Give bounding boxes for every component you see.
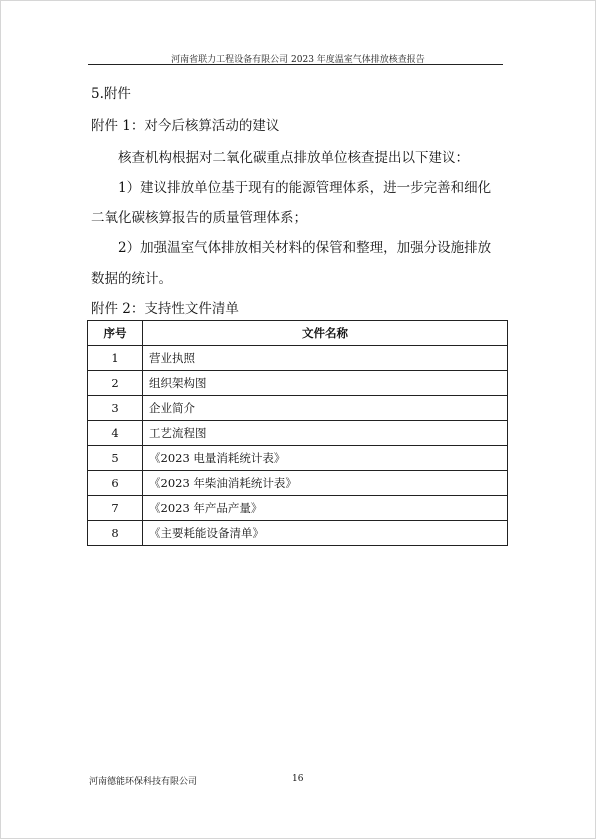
table-row: [88, 396, 508, 421]
row-file-name: 工艺流程图: [143, 421, 508, 446]
row-number: 3: [88, 396, 143, 421]
row-number: 8: [88, 521, 143, 546]
suggestion1-line1: 1）建议排放单位基于现有的能源管理体系，进一步完善和细化: [118, 180, 492, 196]
header-rule: [88, 64, 503, 65]
table-header-row: [88, 321, 508, 346]
row-number: 5: [88, 446, 143, 471]
footer-company: 河南德能环保科技有限公司: [89, 777, 198, 787]
table-row: [88, 496, 508, 521]
column-header-file-name: 文件名称: [143, 321, 508, 346]
row-file-name: 营业执照: [143, 346, 508, 371]
suggestion1-line2: 二氧化碳核算报告的质量管理体系；: [91, 210, 307, 226]
table-row: [88, 371, 508, 396]
row-number: 7: [88, 496, 143, 521]
row-number: 2: [88, 371, 143, 396]
table-row: [88, 471, 508, 496]
suggestion2-line1: 2）加强温室气体排放相关材料的保管和整理，加强分设施排放: [118, 240, 492, 256]
attachment1-intro: 核查机构根据对二氧化碳重点排放单位核查提出以下建议：: [118, 150, 469, 166]
supporting-documents-table: [87, 320, 508, 546]
row-file-name: 《2023 年产品产量》: [143, 496, 508, 521]
row-file-name: 《2023 电量消耗统计表》: [143, 446, 508, 471]
table-row: [88, 521, 508, 546]
table-row: [88, 421, 508, 446]
row-file-name: 《2023 年柴油消耗统计表》: [143, 471, 508, 496]
row-number: 1: [88, 346, 143, 371]
row-file-name: 《主要耗能设备清单》: [143, 521, 508, 546]
column-header-number: 序号: [88, 321, 143, 346]
row-number: 4: [88, 421, 143, 446]
attachment2-title: 附件 2：支持性文件清单: [91, 301, 239, 317]
table-row: [88, 346, 508, 371]
row-file-name: 企业简介: [143, 396, 508, 421]
row-number: 6: [88, 471, 143, 496]
suggestion2-line2: 数据的统计。: [91, 271, 172, 287]
table-row: [88, 446, 508, 471]
section-title: 5.附件: [91, 86, 131, 102]
page-number: 16: [292, 774, 304, 784]
row-file-name: 组织架构图: [143, 371, 508, 396]
page-header: 河南省联力工程设备有限公司 2023 年度温室气体排放核查报告: [171, 55, 425, 65]
attachment1-title: 附件 1：对今后核算活动的建议: [91, 118, 280, 134]
